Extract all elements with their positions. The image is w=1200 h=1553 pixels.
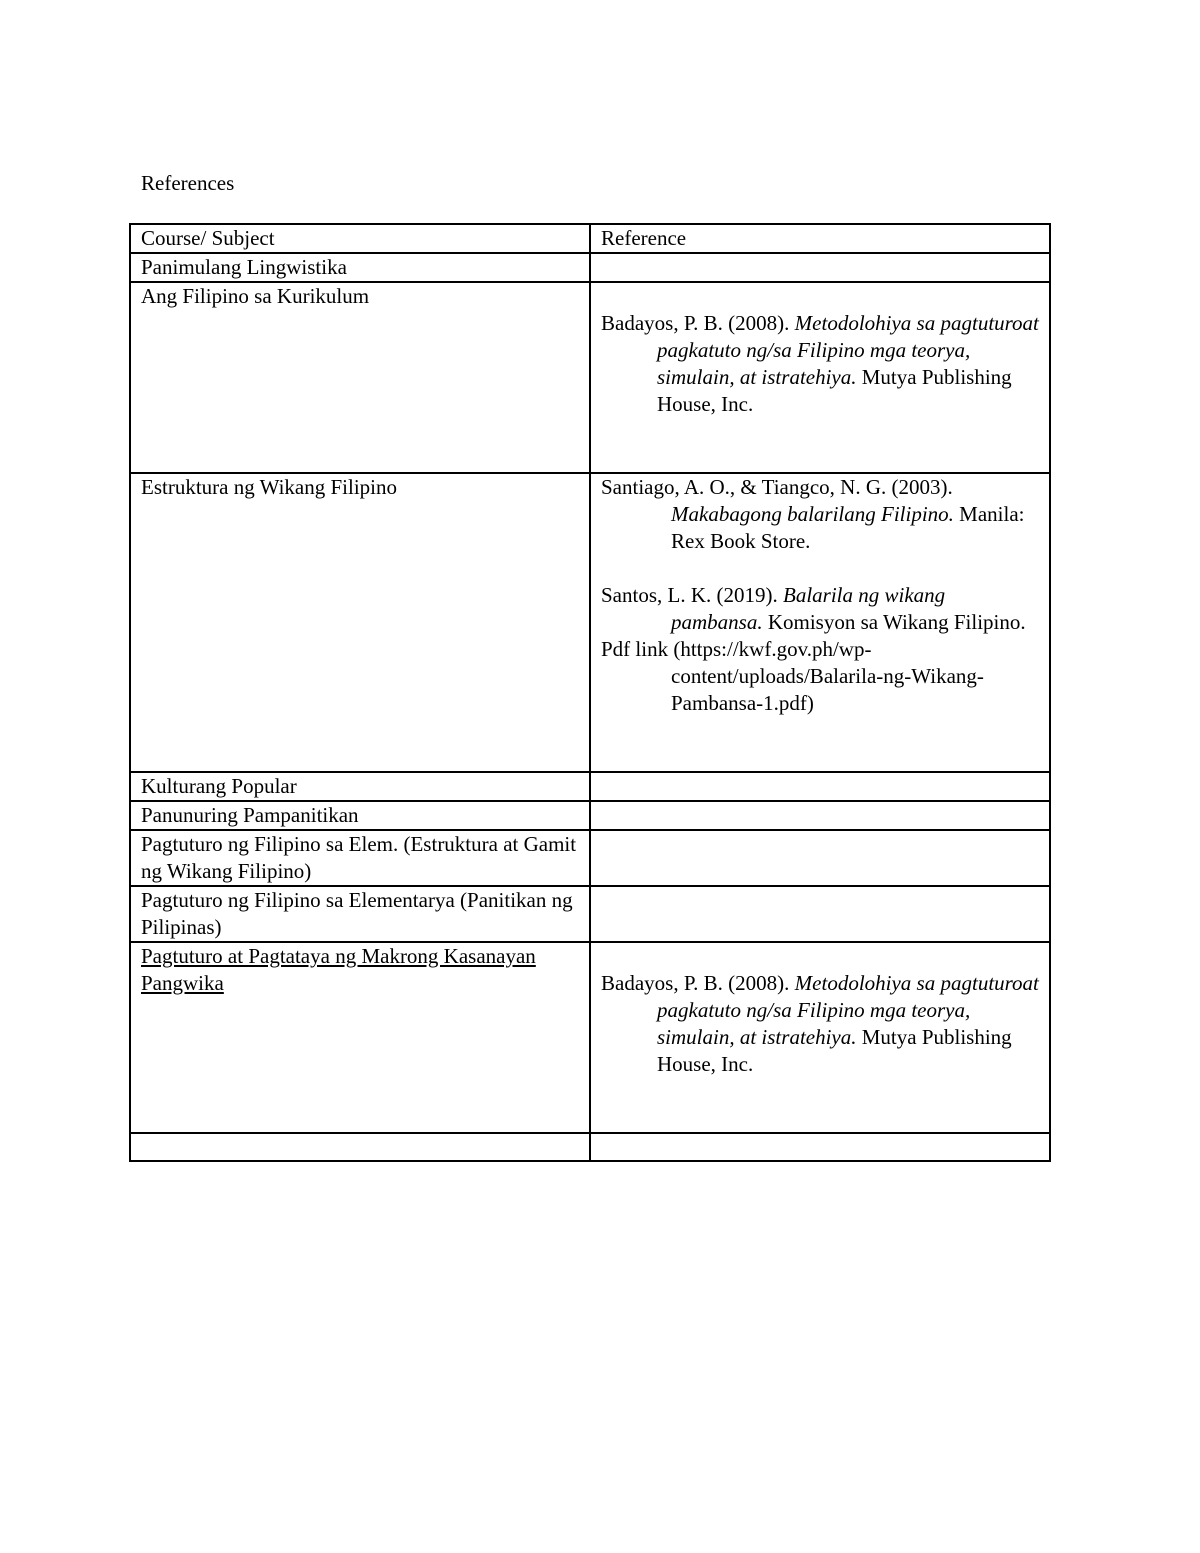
reference-cell <box>590 942 1050 1133</box>
references-table <box>129 223 1051 1162</box>
citation-author: Badayos, P. B. (2008). <box>601 971 795 995</box>
table-header-row <box>130 224 1050 253</box>
citation-title: Makabagong balarilang Filipino. <box>671 502 954 526</box>
table-row <box>130 942 1050 1133</box>
citation <box>601 943 1039 1078</box>
reference-cell <box>590 1133 1050 1161</box>
reference-cell <box>590 830 1050 886</box>
citation-publisher: Mutya Publishing House, Inc. <box>657 1025 1012 1076</box>
course-cell: Estruktura ng Wikang Filipino <box>130 473 590 772</box>
pdf-link-text: Pdf link (https://kwf.gov.ph/wp-content/uploads/Balarila-ng-Wikang-Pambansa-1.pdf) <box>601 637 984 715</box>
course-cell: Kulturang Popular <box>130 772 590 801</box>
course-cell <box>130 1133 590 1161</box>
citation-author: Badayos, P. B. (2008). <box>601 311 795 335</box>
table-row <box>130 886 1050 942</box>
reference-cell <box>590 886 1050 942</box>
page-title: References <box>141 171 235 195</box>
course-cell: Ang Filipino sa Kurikulum <box>130 282 590 473</box>
table-row <box>130 830 1050 886</box>
reference-cell <box>590 253 1050 282</box>
citation-author: Santiago, A. O., & Tiangco, N. G. (2003). <box>601 475 953 499</box>
course-title-underlined: Pagtuturo at Pagtataya ng Makrong Kasanayan Pangwika <box>141 944 536 995</box>
reference-cell <box>590 801 1050 830</box>
table-row <box>130 253 1050 282</box>
table-row <box>130 1133 1050 1161</box>
table-row <box>130 282 1050 473</box>
column-header-reference: Reference <box>590 224 1050 253</box>
reference-cell <box>590 772 1050 801</box>
citation <box>601 474 1039 555</box>
course-cell: Pagtuturo ng Filipino sa Elementarya (Panitikan ng Pilipinas) <box>130 886 590 942</box>
citation-publisher: Komisyon sa Wikang Filipino. <box>762 610 1026 634</box>
course-cell <box>130 942 590 1133</box>
column-header-course: Course/ Subject <box>130 224 590 253</box>
citation-title: Metodolohiya sa pagtuturoat pagkatuto ng/sa Filipino mga teorya, simulain, at istratehiya. <box>657 971 1039 1049</box>
table-row <box>130 772 1050 801</box>
course-cell: Pagtuturo ng Filipino sa Elem. (Estruktura at Gamit ng Wikang Filipino) <box>130 830 590 886</box>
table-row <box>130 801 1050 830</box>
course-cell: Panimulang Lingwistika <box>130 253 590 282</box>
citation-publisher: Mutya Publishing House, Inc. <box>657 365 1012 416</box>
citation-author: Santos, L. K. (2019). <box>601 583 783 607</box>
citation <box>601 283 1039 418</box>
citation <box>601 582 1039 636</box>
reference-cell <box>590 473 1050 772</box>
citation-title: Metodolohiya sa pagtuturoat pagkatuto ng/sa Filipino mga teorya, simulain, at istratehiya. <box>657 311 1039 389</box>
course-cell: Panunuring Pampanitikan <box>130 801 590 830</box>
citation-publisher: Manila: Rex Book Store. <box>671 502 1025 553</box>
table-row <box>130 473 1050 772</box>
citation-title: Balarila ng wikang pambansa. <box>671 583 946 634</box>
reference-cell <box>590 282 1050 473</box>
